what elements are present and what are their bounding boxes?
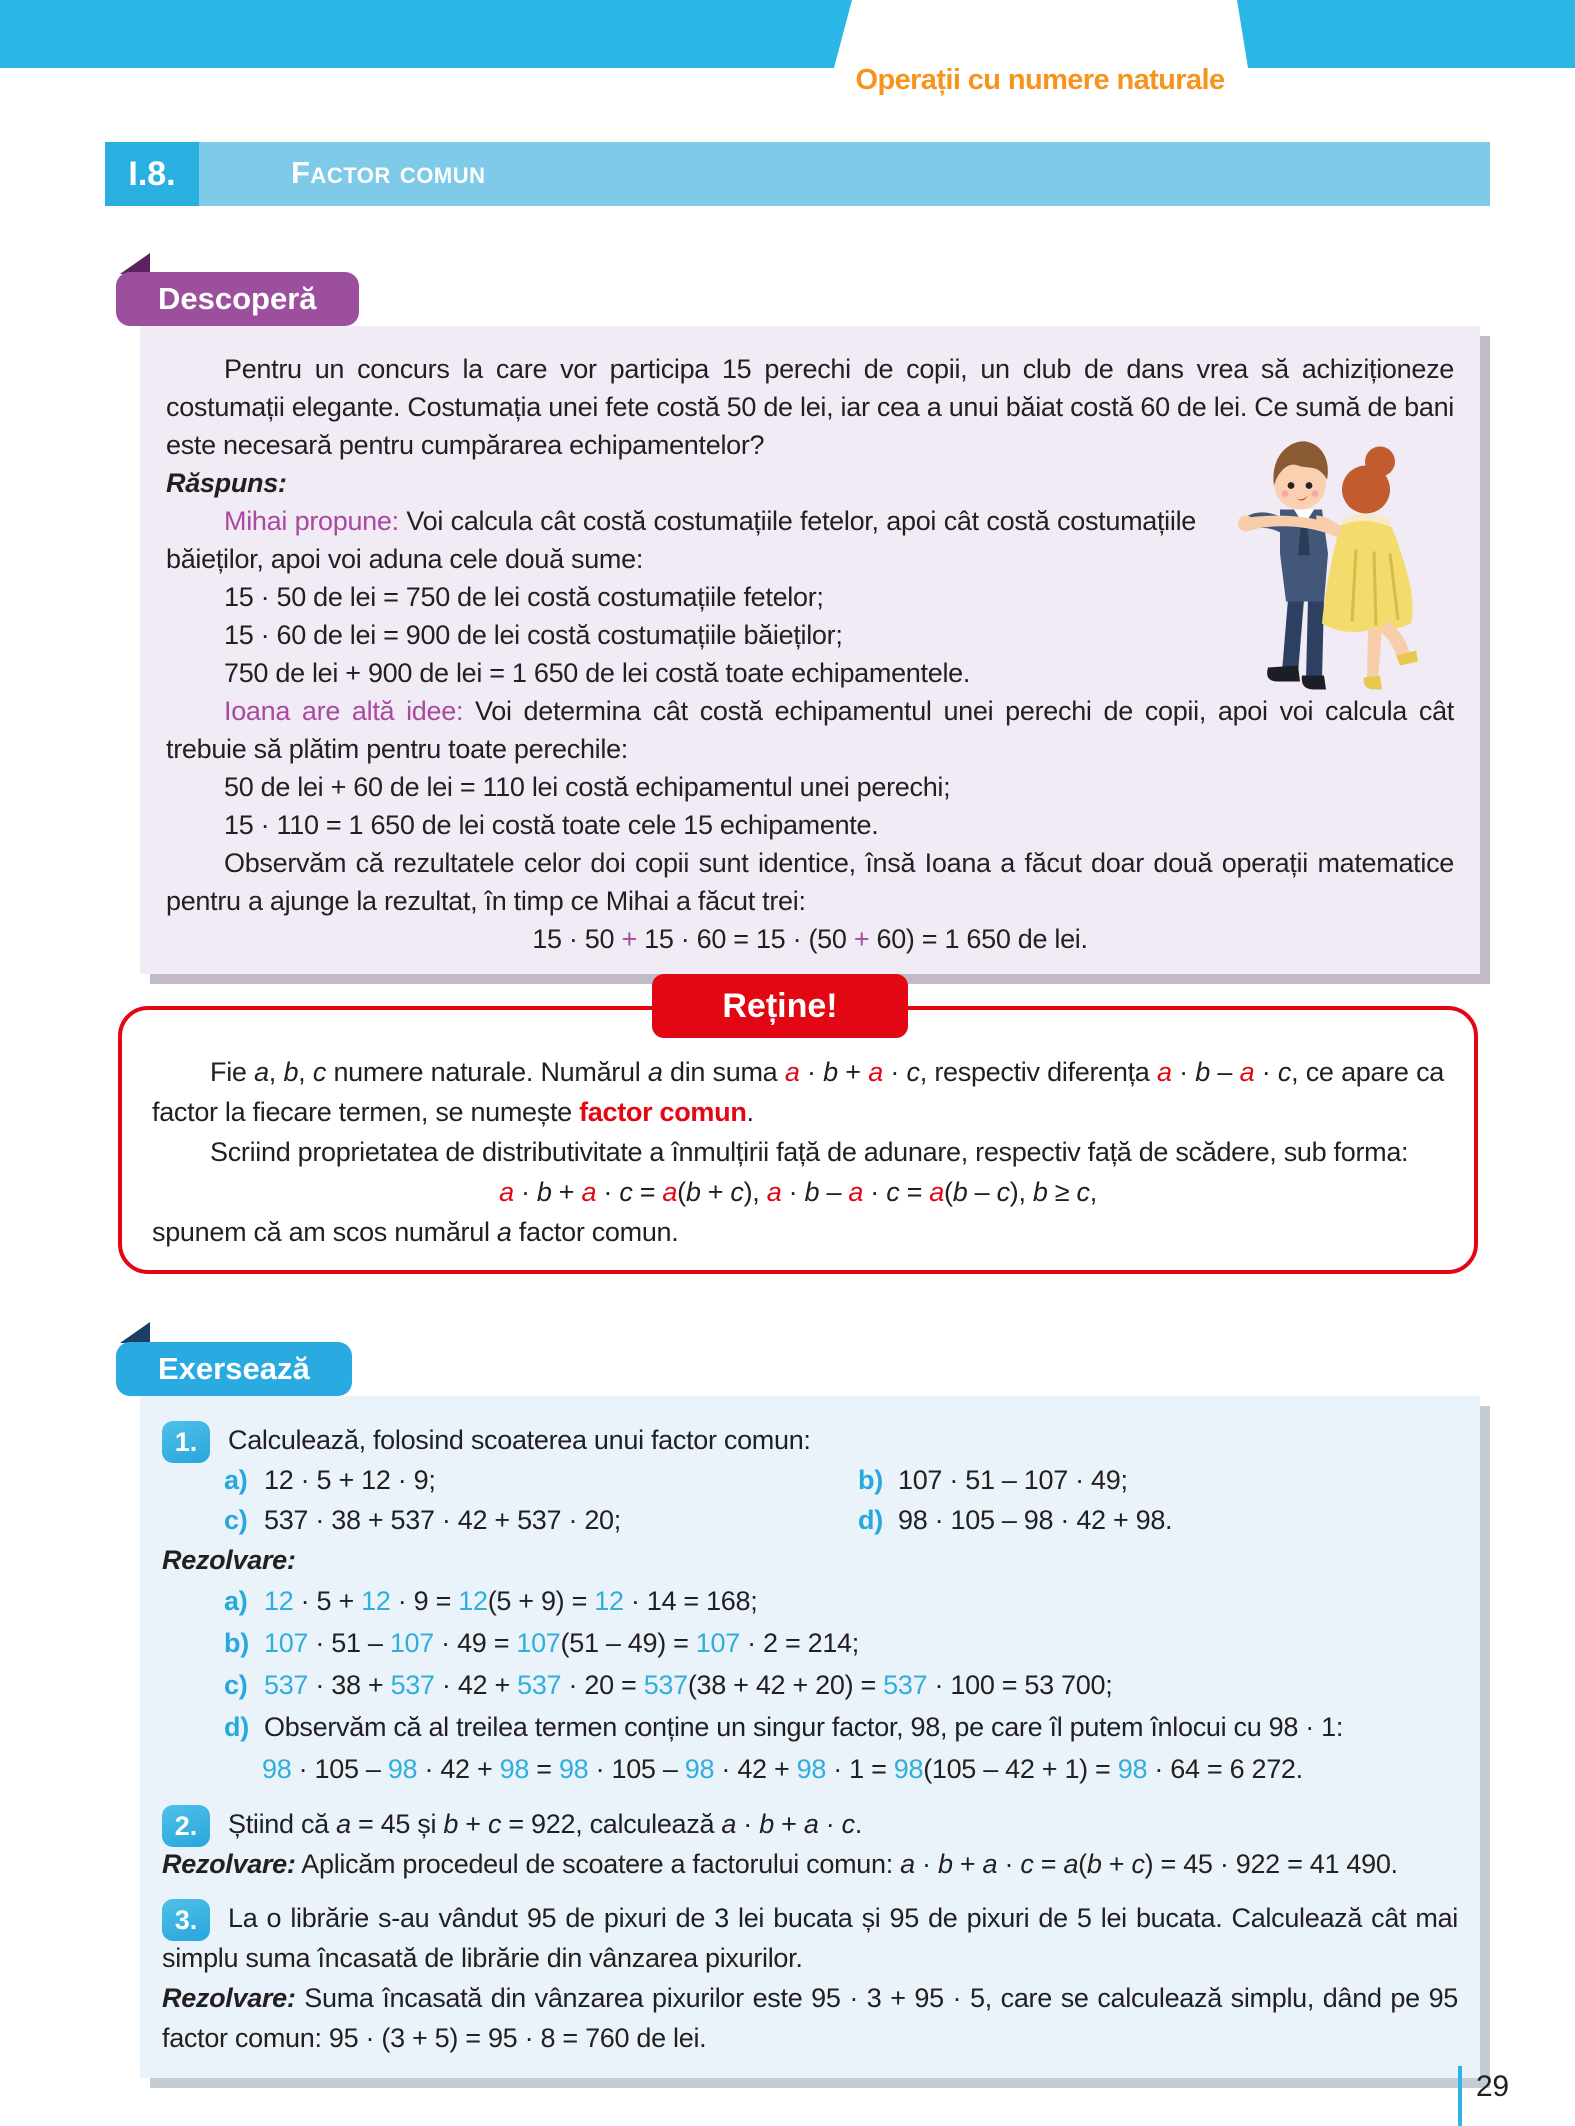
exercise-tab: Exersează	[116, 1342, 352, 1396]
discover-tab: Descoperă	[116, 272, 359, 326]
observation-paragraph: Observăm că rezultatele celor doi copii sunt identice, însă Ioana a făcut doar două operații matematice pentru a ajunge la rezultat, în timp ce Mihai a făcut trei:	[166, 848, 1454, 916]
problem-statement: Pentru un concurs la care vor participa 15 perechi de copii, un club de dans vrea să achiziționeze costumații elegante. Costumația unei fete costă 50 de lei, iar cea a unui băiat costă 60 de lei. Ce sumă de bani este necesară pentru cumpărarea echipamentelor?	[166, 354, 1454, 460]
page-number-rule	[1458, 2066, 1462, 2126]
item-c-label: c)	[224, 1505, 248, 1535]
item-d-label: d)	[858, 1505, 883, 1535]
top-band-right	[1237, 0, 1575, 68]
exercise-1	[162, 1420, 1458, 1790]
lesson-number: I.8.	[105, 142, 199, 206]
solution-a: a) 12 · 5 + 12 · 9 = 12(5 + 9) = 12 · 14 = 168;	[224, 1586, 758, 1616]
raspuns-label: Răspuns:	[166, 468, 287, 498]
mihai-calc-1: 15 · 50 de lei = 750 de lei costă costumațiile fetelor;	[224, 582, 824, 612]
mihai-calc-3: 750 de lei + 900 de lei = 1 650 de lei costă toate echipamentele.	[224, 658, 971, 688]
top-band-left	[0, 0, 852, 68]
exercise-ribbon-fold	[120, 1322, 150, 1343]
exercise-1-item-c: c) 537 · 38 + 537 · 42 + 537 · 20;	[224, 1500, 858, 1540]
retine-label: Reține!	[652, 974, 908, 1038]
retine-conclusion: spunem că am scos numărul a factor comun.	[152, 1217, 679, 1247]
exercise-3	[162, 1898, 1458, 2058]
ioana-calc-2: 15 · 110 = 1 650 de lei costă toate cele 15 echipamente.	[224, 810, 879, 840]
lesson-header-bar	[105, 142, 1490, 206]
solution-b: b) 107 · 51 – 107 · 49 = 107(51 – 49) = 107 · 2 = 214;	[224, 1628, 859, 1658]
exercise-3-badge: 3.	[162, 1899, 210, 1941]
exercise-1-rezolvare-label: Rezolvare:	[162, 1545, 296, 1575]
item-a-label: a)	[224, 1465, 248, 1495]
retine-definition: Fie a, b, c numere naturale. Numărul a din suma a · b + a · c, respectiv diferența a · b – a · c, ce apare ca factor la fiecare termen, se numește factor comun.	[152, 1057, 1444, 1127]
lesson-title: Factor comun	[291, 155, 486, 190]
exercise-1-question: Calculează, folosind scoaterea unui factor comun:	[228, 1425, 811, 1455]
exercise-3-question: La o librărie s-au vândut 95 de pixuri de 3 lei bucata și 95 de pixuri de 5 lei bucata. Calculează cât mai simplu suma încasată de librărie din vânzarea pixurilor.	[162, 1903, 1458, 1973]
ioana-paragraph: Ioana are altă idee: Voi determina cât costă echipamentul unei perechi de copii, apoi voi calcula cât trebuie să plătim pentru toate perechile:	[166, 696, 1454, 764]
exercise-2-badge: 2.	[162, 1805, 210, 1847]
mihai-calc-2: 15 · 60 de lei = 900 de lei costă costumațiile băieților;	[224, 620, 843, 650]
page-number: 29	[1476, 2070, 1509, 2103]
exercise-1-item-d: d) 98 · 105 – 98 · 42 + 98.	[858, 1500, 1172, 1540]
solution-d-line1: d) Observăm că al treilea termen conține un singur factor, 98, pe care îl putem înlocui cu 98 · 1:	[224, 1712, 1344, 1742]
exercise-box	[140, 1396, 1480, 2078]
ioana-calc-1: 50 de lei + 60 de lei = 110 lei costă echipamentul unei perechi;	[224, 772, 951, 802]
exercise-2-question: Știind că a = 45 și b + c = 922, calculează a · b + a · c.	[228, 1809, 863, 1839]
discover-box	[140, 326, 1480, 974]
retine-property-intro: Scriind proprietatea de distributivitate a înmulțirii față de adunare, respectiv față de scădere, sub forma:	[210, 1137, 1409, 1167]
exercise-2	[162, 1804, 1458, 1884]
exercise-1-badge: 1.	[162, 1421, 210, 1463]
chapter-title: Operații cu numere naturale	[855, 64, 1225, 96]
retine-box	[118, 1006, 1478, 1274]
solution-c: c) 537 · 38 + 537 · 42 + 537 · 20 = 537(38 + 42 + 20) = 537 · 100 = 53 700;	[224, 1670, 1113, 1700]
exercise-1-item-a: a) 12 · 5 + 12 · 9;	[224, 1460, 858, 1500]
solution-d-line2: 98 · 105 – 98 · 42 + 98 = 98 · 105 – 98 · 42 + 98 · 1 = 98(105 – 42 + 1) = 98 · 64 = 6 272.	[262, 1754, 1303, 1784]
retine-formula: a · b + a · c = a(b + c), a · b – a · c = a(b – c), b ≥ c,	[499, 1177, 1097, 1207]
exercise-2-rezolvare: Rezolvare: Aplicăm procedeul de scoatere a factorului comun: a · b + a · c = a(b + c) = 45 · 922 = 41 490.	[162, 1849, 1398, 1879]
dancing-couple-illustration	[1228, 430, 1428, 708]
mihai-paragraph: Mihai propune: Voi calcula cât costă costumațiile fetelor, apoi cât costă costumațiile băieților, apoi voi aduna cele două sume:	[166, 506, 1196, 574]
discover-ribbon-fold	[120, 253, 150, 274]
discover-formula: 15 · 50 + 15 · 60 = 15 · (50 + 60) = 1 650 de lei.	[532, 924, 1088, 954]
exercise-1-item-b: b) 107 · 51 – 107 · 49;	[858, 1460, 1128, 1500]
exercise-3-rezolvare: Rezolvare: Suma încasată din vânzarea pixurilor este 95 · 3 + 95 · 5, care se calculează simplu, dând pe 95 factor comun: 95 · (3 + 5) = 95 · 8 = 760 de lei.	[162, 1983, 1458, 2053]
item-b-label: b)	[858, 1465, 883, 1495]
